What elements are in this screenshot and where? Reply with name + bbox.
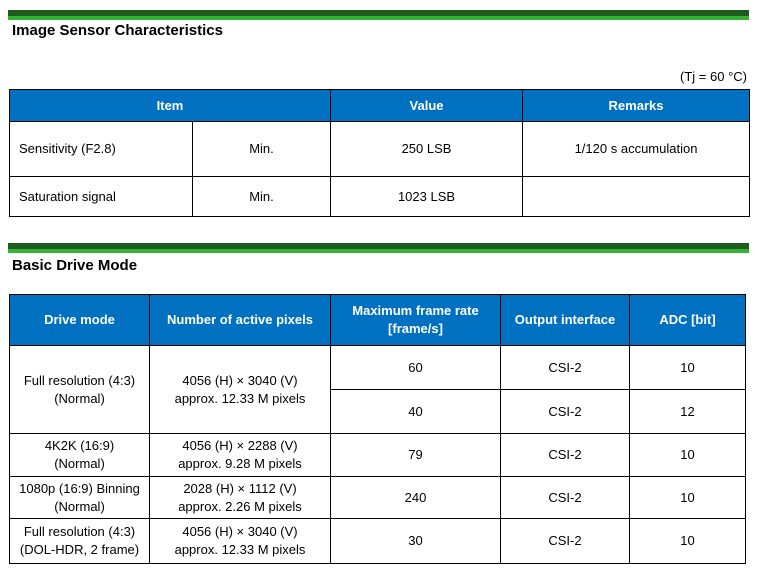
table-header-row <box>10 295 746 346</box>
section-title-drive: Basic Drive Mode <box>12 257 138 274</box>
cell-output-interface: CSI-2 <box>501 477 630 519</box>
cell-value: 250 LSB <box>331 122 523 177</box>
drive-mode-name: Full resolution (4:3) <box>23 524 136 539</box>
drive-mode-name: Full resolution (4:3) <box>23 372 136 388</box>
cell-drive-mode <box>10 346 150 434</box>
table-row <box>10 519 746 564</box>
header-frame-rate-line2: [frame/s] <box>388 321 443 336</box>
table-row-sensitivity <box>10 122 750 177</box>
cell-output-interface: CSI-2 <box>501 434 630 477</box>
cell-item: Sensitivity (F2.8) <box>10 122 193 177</box>
drive-mode-sub: (DOL-HDR, 2 frame) <box>19 542 140 557</box>
pixel-dimensions: 2028 (H) × 1112 (V) <box>183 480 297 496</box>
drive-mode-table <box>9 294 746 564</box>
header-output-interface: Output interface <box>501 295 630 346</box>
pixel-count: approx. 12.33 M pixels <box>174 390 306 406</box>
pixel-dimensions: 4056 (H) × 3040 (V) <box>182 372 298 388</box>
cell-active-pixels <box>150 434 331 477</box>
cell-frame-rate: 40 <box>331 390 501 434</box>
section-title-sensor: Image Sensor Characteristics <box>12 22 223 39</box>
cell-adc: 10 <box>630 346 746 390</box>
header-adc: ADC [bit] <box>630 295 746 346</box>
cell-output-interface: CSI-2 <box>501 346 630 390</box>
table-header-row <box>10 90 750 122</box>
cell-remarks: 1/120 s accumulation <box>523 122 750 177</box>
cell-remarks <box>523 177 750 217</box>
cell-frame-rate: 240 <box>331 477 501 519</box>
sensor-characteristics-table <box>9 89 750 217</box>
drive-mode-sub: (Normal) <box>54 498 105 514</box>
drive-mode-sub: (Normal) <box>54 390 105 406</box>
cell-active-pixels <box>150 346 331 434</box>
header-frame-rate-line1: Maximum frame rate <box>352 303 479 318</box>
pixel-dimensions: 4056 (H) × 3040 (V) <box>182 524 298 539</box>
cell-item: Saturation signal <box>10 177 193 217</box>
cell-active-pixels <box>150 519 331 564</box>
cell-limit: Min. <box>193 177 331 217</box>
cell-drive-mode <box>10 519 150 564</box>
pixel-count: approx. 9.28 M pixels <box>178 456 302 471</box>
pixel-count: approx. 2.26 M pixels <box>178 498 302 514</box>
pixel-count: approx. 12.33 M pixels <box>174 542 306 557</box>
cell-output-interface: CSI-2 <box>501 519 630 564</box>
section-divider-sensor <box>8 10 749 20</box>
cell-adc: 10 <box>630 477 746 519</box>
header-frame-rate <box>331 295 501 346</box>
table-row-saturation <box>10 177 750 217</box>
header-active-pixels: Number of active pixels <box>150 295 331 346</box>
cell-frame-rate: 30 <box>331 519 501 564</box>
header-item: Item <box>10 90 331 122</box>
header-drive-mode: Drive mode <box>10 295 150 346</box>
cell-output-interface: CSI-2 <box>501 390 630 434</box>
cell-drive-mode <box>10 477 150 519</box>
header-remarks: Remarks <box>523 90 750 122</box>
pixel-dimensions: 4056 (H) × 2288 (V) <box>182 438 298 453</box>
drive-mode-name: 4K2K (16:9) <box>44 438 115 453</box>
cell-frame-rate: 79 <box>331 434 501 477</box>
table-row <box>10 434 746 477</box>
table-row <box>10 477 746 519</box>
section-divider-drive <box>8 243 749 253</box>
header-value: Value <box>331 90 523 122</box>
cell-adc: 10 <box>630 434 746 477</box>
drive-mode-sub: (Normal) <box>54 456 105 471</box>
drive-mode-name: 1080p (16:9) Binning <box>19 480 140 496</box>
cell-drive-mode <box>10 434 150 477</box>
cell-value: 1023 LSB <box>331 177 523 217</box>
temperature-condition: (Tj = 60 °C) <box>680 69 747 84</box>
cell-active-pixels <box>150 477 331 519</box>
table-row <box>10 346 746 390</box>
cell-limit: Min. <box>193 122 331 177</box>
cell-adc: 12 <box>630 390 746 434</box>
cell-frame-rate: 60 <box>331 346 501 390</box>
cell-adc: 10 <box>630 519 746 564</box>
